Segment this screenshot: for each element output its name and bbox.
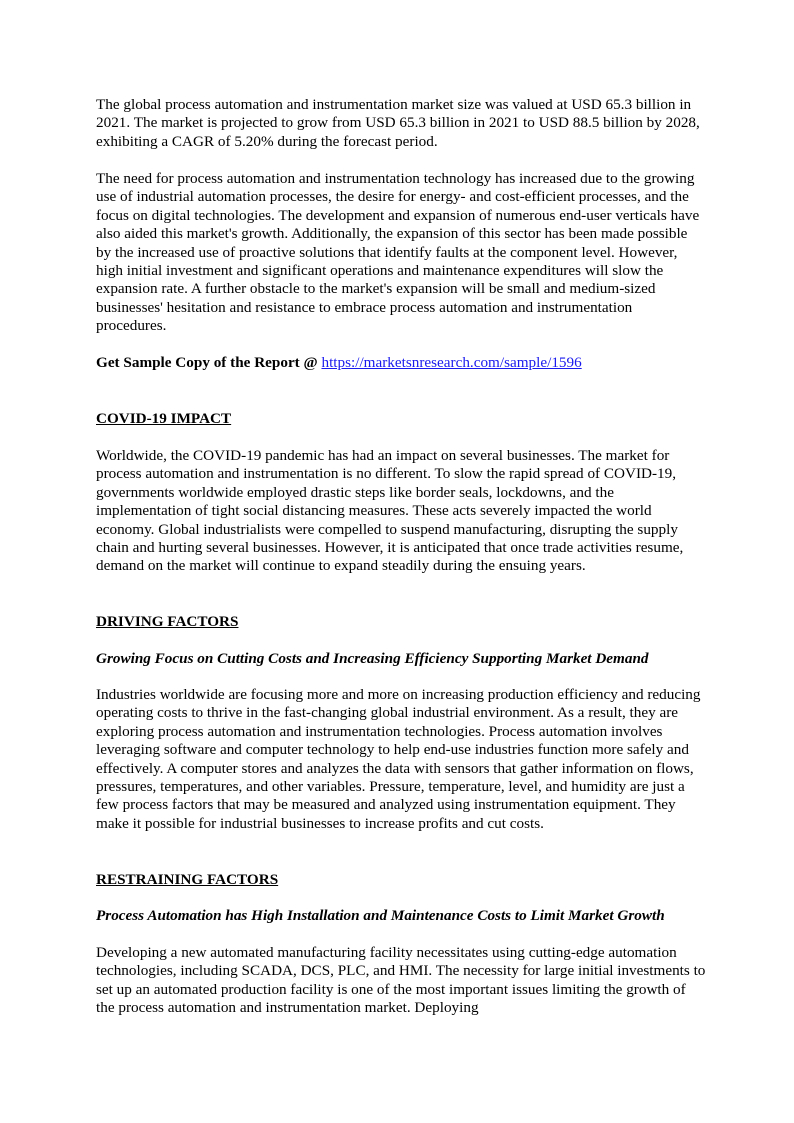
driving-factors-paragraph: Industries worldwide are focusing more and more on increasing production efficiency and reducing operating costs to thrive in the fast-changing global industrial environment. As a result, they are exploring process automation and instrumentation technologies. Process automation involves leveraging software and computer technology to help end-use industries function more safely and effectively. A computer stores and analyzes the data with sensors that gather information on flows, pressures, temperatures, and other variables. Pressure, temperature, level, and humidity are just a few process factors that may be measured and analyzed using instrumentation equipment. They make it possible for industrial businesses to increase profits and cut costs. [96, 686, 701, 832]
intro-paragraph-1: The global process automation and instrumentation market size was valued at USD 65.3 billion in 2021. The market is projected to grow from USD 65.3 billion in 2021 to USD 88.5 billion by 2028, exhibiting a CAGR of 5.20% during the forecast period. [96, 96, 700, 150]
covid-paragraph: Worldwide, the COVID-19 pandemic has had an impact on several businesses. The market for process automation and instrumentation is no different. To slow the rapid spread of COVID-19, governments worldwide employed drastic steps like border seals, lockdowns, and the implementation of tight social distancing measures. These acts severely impacted the world economy. Global industrialists were compelled to suspend manufacturing, disrupting the supply chain and hurting several businesses. However, it is anticipated that once trade activities resume, demand on the market will continue to expand steadily during the ensuing years. [96, 447, 684, 575]
restraining-factors-paragraph: Developing a new automated manufacturing facility necessitates using cutting-edge automation technologies, including SCADA, DCS, PLC, and HMI. The necessity for large initial investments to set up an automated production facility is one of the most important issues limiting the growth of the process automation and instrumentation market. Deploying [96, 944, 706, 1017]
driving-factors-subheading: Growing Focus on Cutting Costs and Increasing Efficiency Supporting Market Demand [96, 650, 649, 667]
driving-factors-heading: DRIVING FACTORS [96, 613, 239, 630]
sample-copy-link[interactable]: https://marketsnresearch.com/sample/1596 [321, 354, 582, 371]
restraining-factors-heading: RESTRAINING FACTORS [96, 871, 279, 888]
intro-paragraph-2: The need for process automation and instrumentation technology has increased due to the growing use of industrial automation processes, the desire for energy- and cost-efficient processes, and the focus on digital technologies. The development and expansion of numerous end-user verticals have also aided this market's growth. Additionally, the expansion of this sector has been made possible by the increased use of proactive solutions that identify faults at the component level. However, high initial investment and significant operations and maintenance expenditures will slow the expansion rate. A further obstacle to the market's expansion will be small and medium-sized businesses' hesitation and resistance to embrace process automation and instrumentation procedures. [96, 170, 700, 335]
covid-heading: COVID-19 IMPACT [96, 410, 232, 427]
sample-copy-line [96, 354, 706, 372]
restraining-factors-subheading: Process Automation has High Installation and Maintenance Costs to Limit Market Growth [96, 907, 665, 924]
sample-copy-label: Get Sample Copy of the Report @ [96, 354, 318, 371]
